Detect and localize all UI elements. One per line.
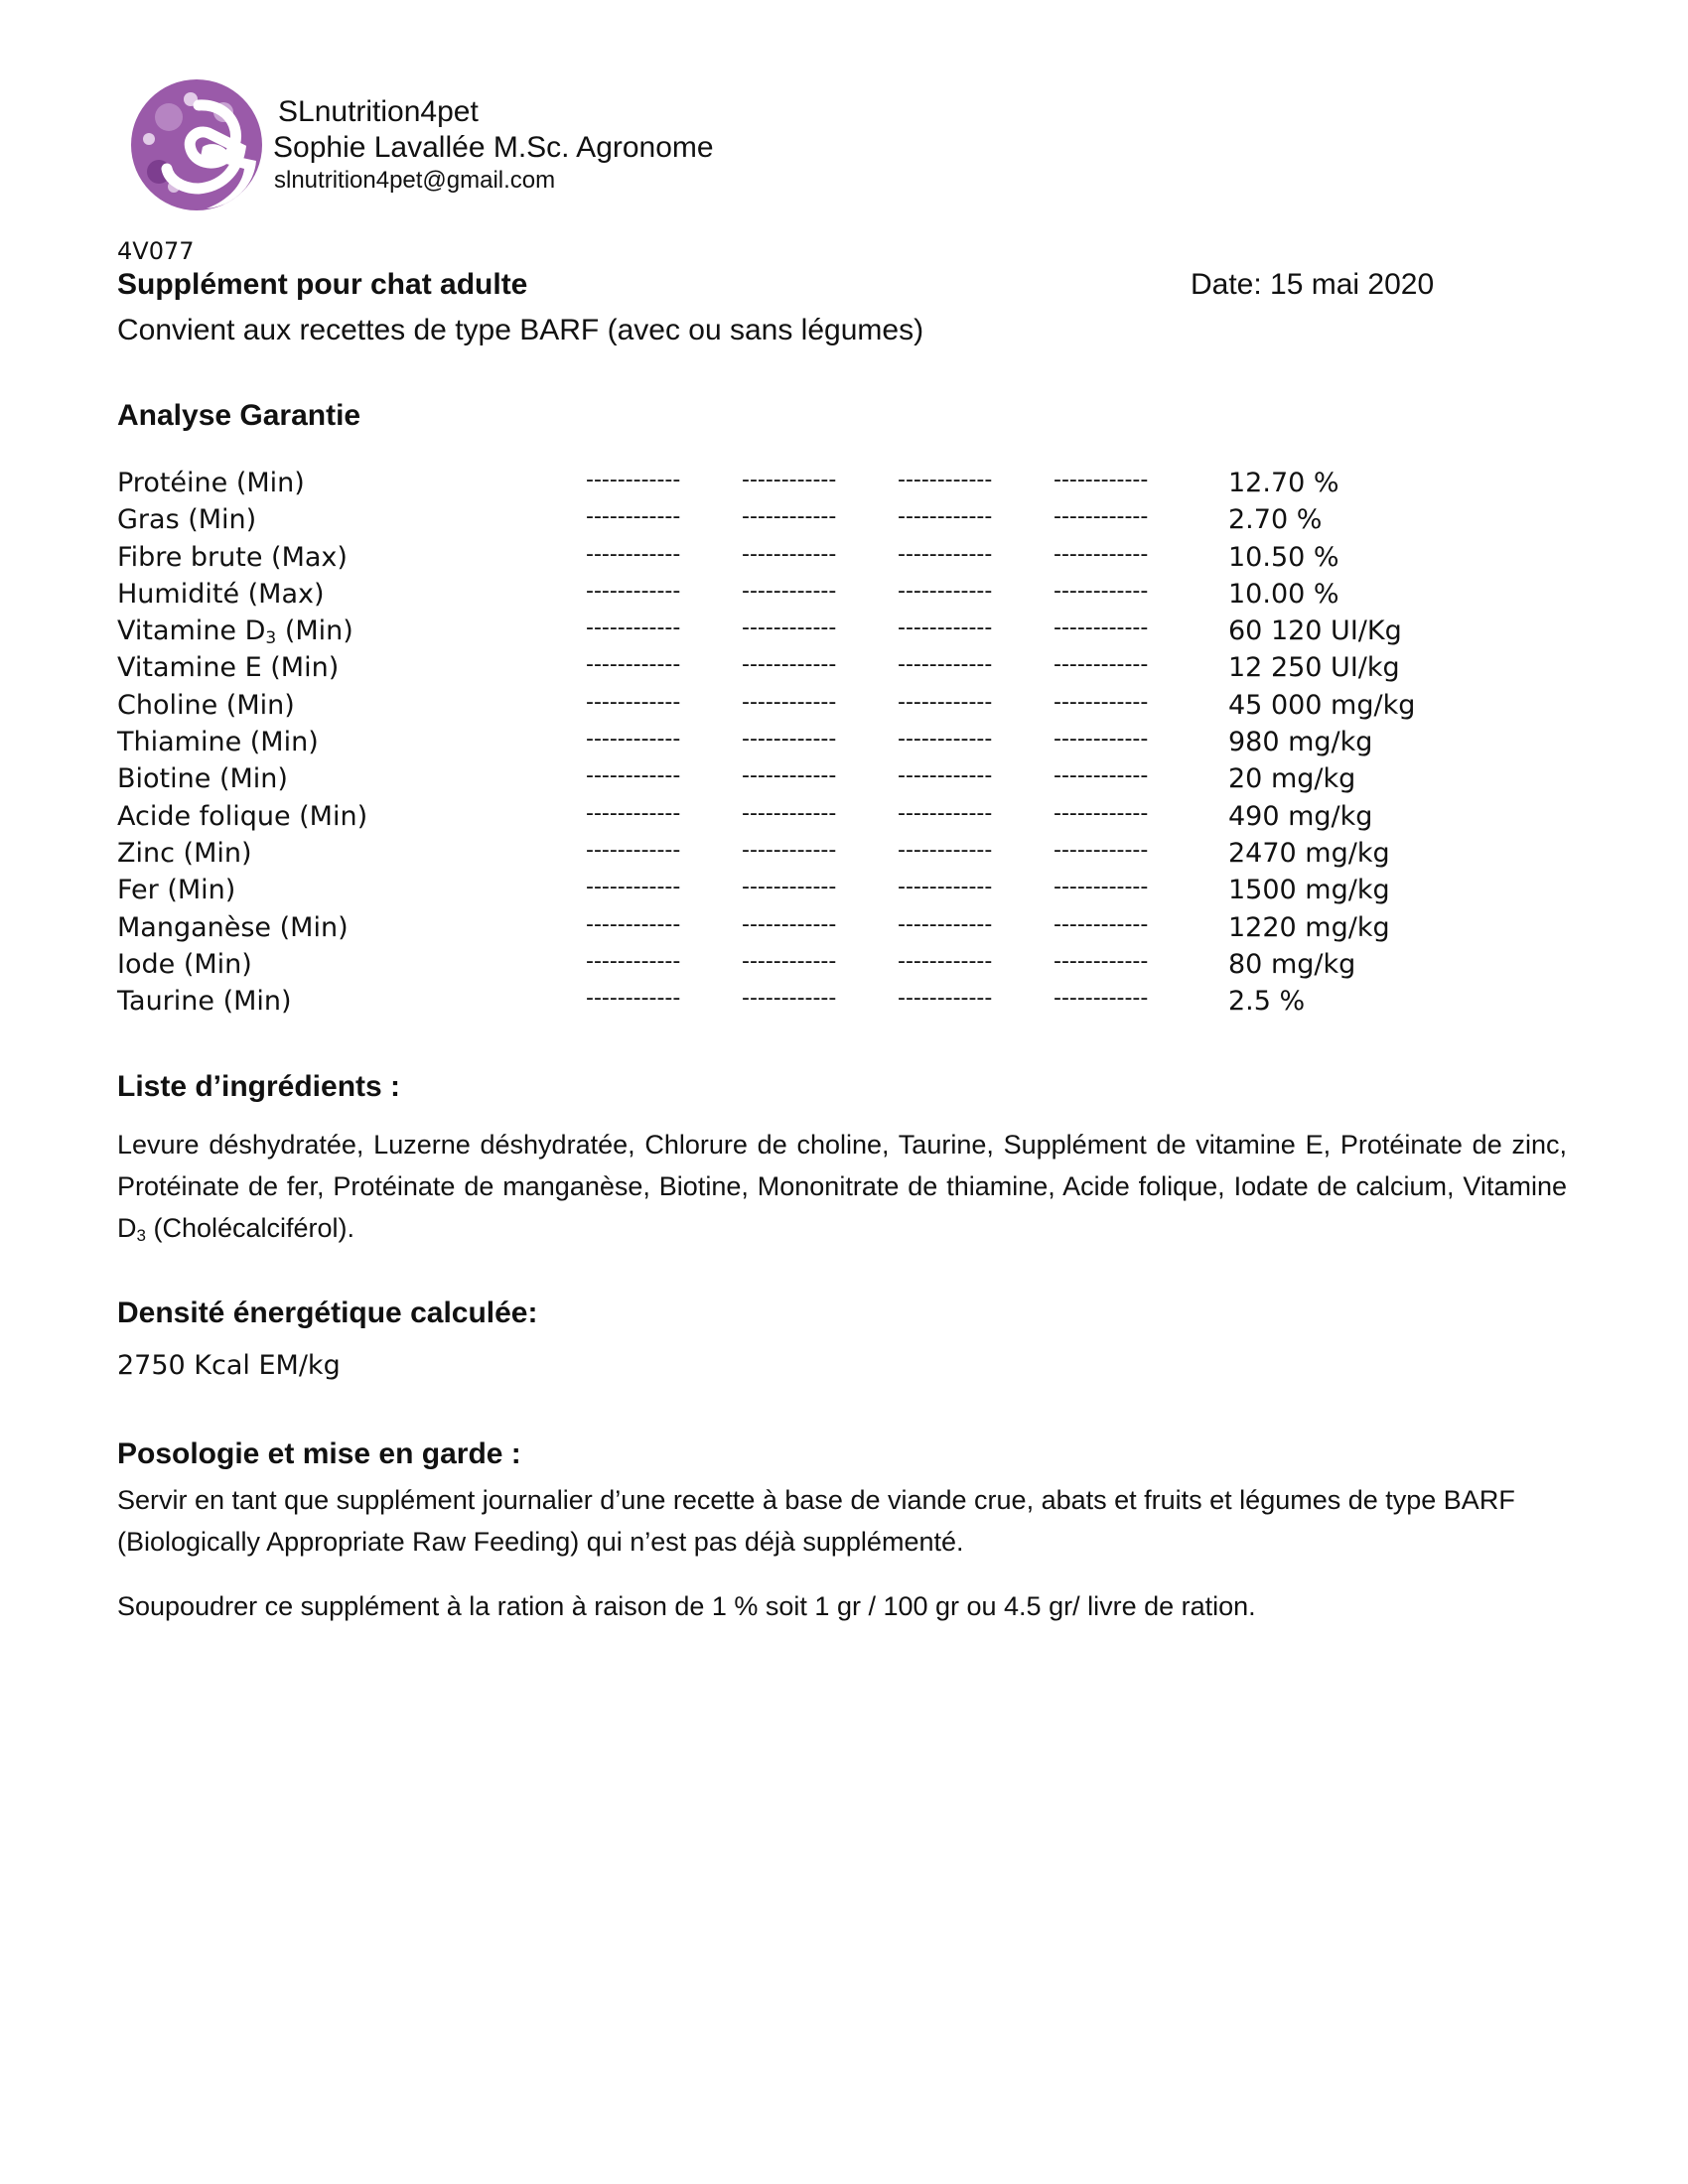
analysis-row-value: 980 mg/kg <box>1228 727 1373 758</box>
dotted-separator: ------------ <box>742 875 837 900</box>
analysis-row-value: 1220 mg/kg <box>1228 911 1390 943</box>
analysis-row-label: Vitamine E (Min) <box>117 652 340 684</box>
analysis-row-label: Fibre brute (Max) <box>117 541 348 573</box>
dotted-separator: ------------ <box>898 727 993 752</box>
dotted-separator: ------------ <box>898 541 993 567</box>
analysis-row <box>117 465 1408 501</box>
dotted-separator: ------------ <box>586 837 681 863</box>
dotted-separator: ------------ <box>1054 689 1149 715</box>
dotted-separator: ------------ <box>742 986 837 1012</box>
analysis-row <box>117 687 1416 724</box>
analysis-row-label: Thiamine (Min) <box>117 727 319 758</box>
analysis-row <box>117 724 1408 760</box>
dotted-separator: ------------ <box>586 800 681 826</box>
dotted-separator: ------------ <box>898 504 993 530</box>
analysis-row-label-subscript: 3 <box>265 628 277 649</box>
dotted-separator: ------------ <box>586 689 681 715</box>
analysis-row-label: Gras (Min) <box>117 504 257 536</box>
dotted-separator: ------------ <box>1054 837 1149 863</box>
dotted-separator: ------------ <box>898 837 993 863</box>
dotted-separator: ------------ <box>1054 800 1149 826</box>
analysis-row <box>117 501 1408 538</box>
dotted-separator: ------------ <box>742 948 837 974</box>
dotted-separator: ------------ <box>586 986 681 1012</box>
dotted-separator: ------------ <box>898 689 993 715</box>
brand-logo-icon <box>129 77 264 212</box>
analysis-row <box>117 909 1408 946</box>
ingredients-heading: Liste d’ingrédients : <box>117 1070 401 1103</box>
analysis-row-value: 20 mg/kg <box>1228 763 1356 795</box>
analysis-row <box>117 613 1408 649</box>
analysis-row-label <box>117 613 353 649</box>
posology-paragraph-2: Soupoudrer ce supplément à la ration à raison de 1 % soit 1 gr / 100 gr ou 4.5 gr/ livre de ration. <box>117 1591 1256 1621</box>
dotted-separator: ------------ <box>586 911 681 937</box>
brand-person: Sophie Lavallée M.Sc. Agronome <box>273 131 714 164</box>
analysis-row-value: 490 mg/kg <box>1228 800 1373 832</box>
dotted-separator: ------------ <box>742 800 837 826</box>
analysis-row-label: Zinc (Min) <box>117 837 252 869</box>
analysis-row <box>117 649 1408 686</box>
dotted-separator: ------------ <box>742 837 837 863</box>
analysis-table <box>117 465 1416 1020</box>
dotted-separator: ------------ <box>1054 986 1149 1012</box>
analysis-row-value: 10.00 % <box>1228 578 1339 610</box>
dotted-separator: ------------ <box>586 652 681 678</box>
dotted-separator: ------------ <box>586 763 681 789</box>
dotted-separator: ------------ <box>1054 652 1149 678</box>
analysis-row <box>117 983 1408 1020</box>
dotted-separator: ------------ <box>742 541 837 567</box>
dotted-separator: ------------ <box>586 727 681 752</box>
document-code: 4V077 <box>117 237 195 265</box>
dotted-separator: ------------ <box>1054 911 1149 937</box>
dotted-separator: ------------ <box>898 578 993 604</box>
analysis-row <box>117 946 1408 983</box>
document-date: Date: 15 mai 2020 <box>1191 268 1435 301</box>
dotted-separator: ------------ <box>1054 727 1149 752</box>
analysis-row-value: 2470 mg/kg <box>1228 837 1390 869</box>
dotted-separator: ------------ <box>898 875 993 900</box>
analysis-row-label: Iode (Min) <box>117 948 252 980</box>
analysis-row-label: Biotine (Min) <box>117 763 288 795</box>
dotted-separator: ------------ <box>586 948 681 974</box>
dotted-separator: ------------ <box>586 541 681 567</box>
analysis-row <box>117 835 1408 872</box>
analysis-row-value: 2.5 % <box>1228 986 1306 1018</box>
dotted-separator: ------------ <box>898 615 993 641</box>
analysis-row-label: Acide folique (Min) <box>117 800 368 832</box>
dotted-separator: ------------ <box>1054 541 1149 567</box>
analysis-row <box>117 539 1408 576</box>
dotted-separator: ------------ <box>898 652 993 678</box>
dotted-separator: ------------ <box>1054 875 1149 900</box>
dotted-separator: ------------ <box>586 615 681 641</box>
dotted-separator: ------------ <box>1054 468 1149 492</box>
posology-paragraph-1: Servir en tant que supplément journalier d’une recette à base de viande crue, abats et fruits et légumes de type BARF (Biologically Appropriate Raw Feeding) qui n’est pas déjà supplémenté. <box>117 1485 1515 1557</box>
analysis-row-label-main: Vitamine D <box>117 615 266 647</box>
analysis-row <box>117 760 1408 797</box>
dotted-separator: ------------ <box>742 468 837 492</box>
dotted-separator: ------------ <box>742 615 837 641</box>
dotted-separator: ------------ <box>898 911 993 937</box>
ingredients-subscript: 3 <box>136 1226 146 1245</box>
ingredients-text: Levure déshydratée, Luzerne déshydratée, Chlorure de choline, Taurine, Supplément de vitamine E, Protéinate de zinc, Protéinate de fer, Protéinate de manganèse, Biotine, Mononitrate de thiamine, Acide folique, Iodate de calcium, Vitamine D <box>117 1130 1567 1243</box>
analysis-row-label: Manganèse (Min) <box>117 911 349 943</box>
dotted-separator: ------------ <box>742 727 837 752</box>
dotted-separator: ------------ <box>1054 578 1149 604</box>
dotted-separator: ------------ <box>586 468 681 492</box>
analysis-row-value: 2.70 % <box>1228 504 1323 536</box>
document-subtitle: Convient aux recettes de type BARF (avec ou sans légumes) <box>117 314 924 346</box>
analysis-row-value: 10.50 % <box>1228 541 1339 573</box>
dotted-separator: ------------ <box>1054 948 1149 974</box>
analysis-row-value: 1500 mg/kg <box>1228 875 1390 906</box>
analysis-row-value: 12 250 UI/kg <box>1228 652 1400 684</box>
dotted-separator: ------------ <box>1054 763 1149 789</box>
dotted-separator: ------------ <box>898 948 993 974</box>
document-title: Supplément pour chat adulte <box>117 268 528 301</box>
analysis-row-label: Fer (Min) <box>117 875 236 906</box>
dotted-separator: ------------ <box>742 504 837 530</box>
analysis-row-value: 45 000 mg/kg <box>1228 689 1416 721</box>
dotted-separator: ------------ <box>742 652 837 678</box>
analysis-row-value: 60 120 UI/Kg <box>1228 615 1402 647</box>
ingredients-list <box>117 1124 1567 1249</box>
dotted-separator: ------------ <box>742 911 837 937</box>
energy-heading: Densité énergétique calculée: <box>117 1297 538 1329</box>
brand-name: SLnutrition4pet <box>278 95 479 128</box>
brand-header <box>273 97 714 193</box>
posology-heading: Posologie et mise en garde : <box>117 1437 521 1470</box>
analysis-row-label: Protéine (Min) <box>117 468 305 498</box>
dotted-separator: ------------ <box>742 578 837 604</box>
dotted-separator: ------------ <box>586 578 681 604</box>
brand-email: slnutrition4pet@gmail.com <box>274 167 556 194</box>
analysis-row-label: Humidité (Max) <box>117 578 325 610</box>
dotted-separator: ------------ <box>586 875 681 900</box>
analysis-heading: Analyse Garantie <box>117 399 361 432</box>
analysis-row-value: 12.70 % <box>1228 468 1339 498</box>
analysis-row-label-suffix: (Min) <box>276 615 353 647</box>
dotted-separator: ------------ <box>742 689 837 715</box>
dotted-separator: ------------ <box>898 763 993 789</box>
analysis-row-label: Taurine (Min) <box>117 986 292 1018</box>
analysis-row-value: 80 mg/kg <box>1228 948 1356 980</box>
analysis-row-label: Choline (Min) <box>117 689 295 721</box>
analysis-row <box>117 798 1408 835</box>
dotted-separator: ------------ <box>898 986 993 1012</box>
dotted-separator: ------------ <box>898 468 993 492</box>
energy-value: 2750 Kcal EM/kg <box>117 1350 341 1381</box>
dotted-separator: ------------ <box>1054 615 1149 641</box>
dotted-separator: ------------ <box>898 800 993 826</box>
dotted-separator: ------------ <box>742 763 837 789</box>
analysis-row <box>117 872 1408 908</box>
ingredients-text-end: (Cholécalciférol). <box>145 1213 355 1243</box>
dotted-separator: ------------ <box>1054 504 1149 530</box>
analysis-row <box>117 576 1408 613</box>
dotted-separator: ------------ <box>586 504 681 530</box>
